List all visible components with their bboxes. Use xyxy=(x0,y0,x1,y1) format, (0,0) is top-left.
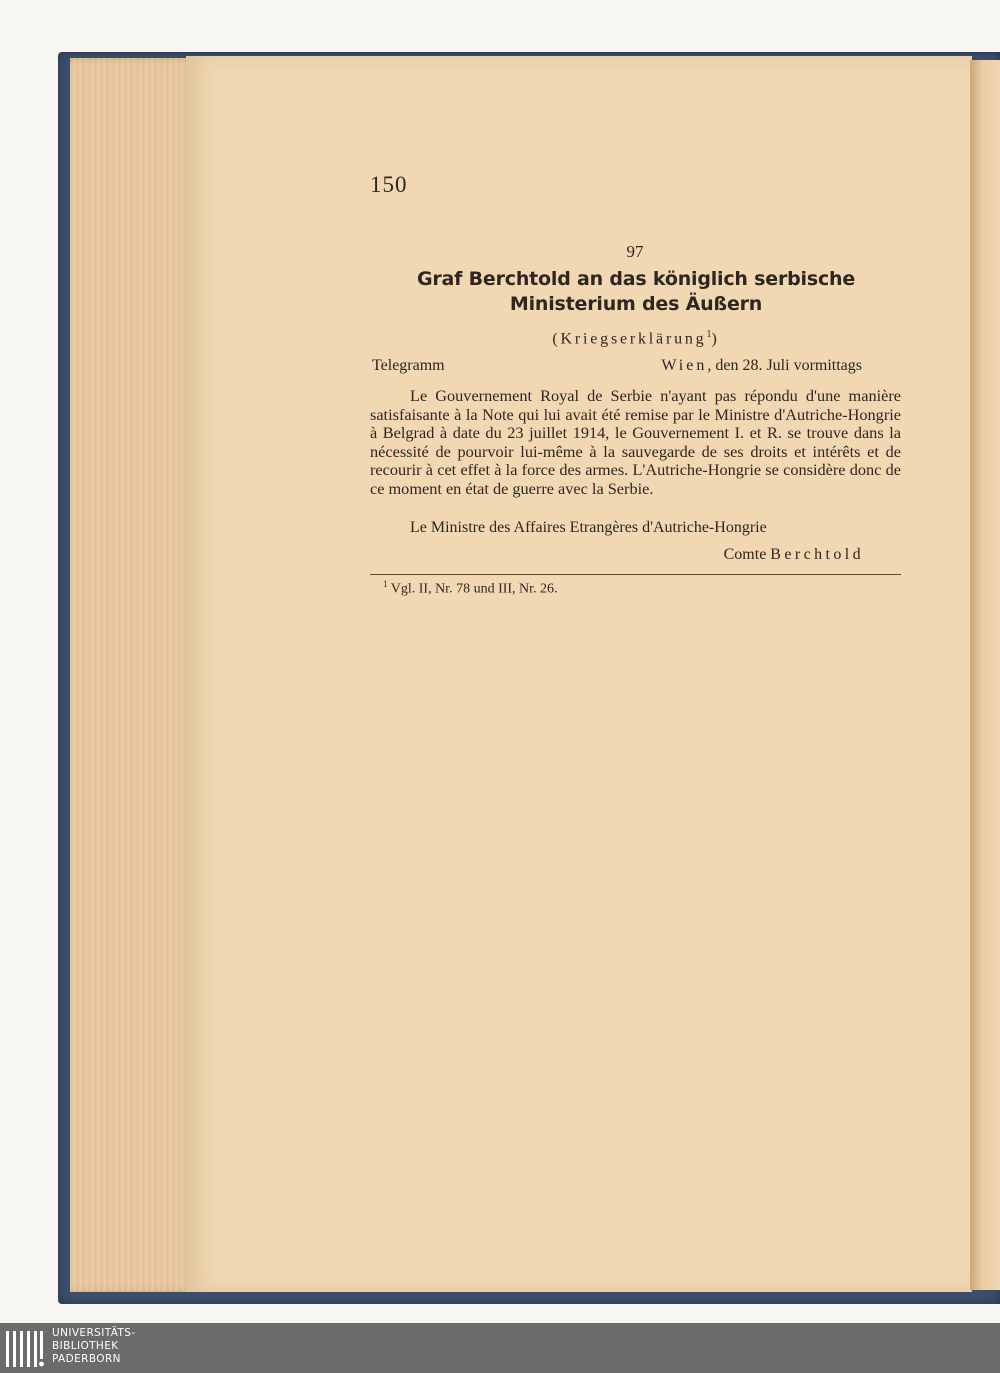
body-paragraph: Le Gouvernement Royal de Serbie n'ayant pas répondu d'une manière satisfaisante à la Note qui lui avait été remise par le Ministre d'Autriche-Hongrie à Belgrad à date du 23 juillet 1914, le Gouvernement I. et R. se trouve dans la nécessité de pourvoir lui-même à la sauvegarde de ses droits et intérêts et de recourir à cet effet à la force des armes. L'Autriche-Hongrie se considère donc de ce moment en état de guerre avec la Serbie. xyxy=(370,386,901,498)
document-type: Telegramm xyxy=(372,357,445,374)
signature-title: Le Ministre des Affaires Etrangères d'Autriche-Hongrie xyxy=(410,519,767,536)
document-title: Graf Berchtold an das königlich serbische Ministerium des Äußern xyxy=(416,268,856,315)
signature-prefix: Comte xyxy=(723,546,767,563)
subtitle-footnote-mark: 1 xyxy=(706,329,712,340)
library-logo-icon xyxy=(6,1331,46,1367)
place-date xyxy=(661,357,862,375)
signature xyxy=(724,546,864,564)
page-number: 150 xyxy=(370,172,408,197)
footnote-divider xyxy=(370,574,901,575)
signature-name: Berchtold xyxy=(770,546,864,563)
place: Wien xyxy=(661,357,708,374)
library-name-line2: BIBLIOTHEK xyxy=(52,1340,119,1352)
document-subtitle: (Kriegserklärung$^1$) xyxy=(552,329,720,348)
library-name-line3: PADERBORN xyxy=(52,1353,121,1365)
library-footer xyxy=(0,1323,1000,1373)
date: , den 28. Juli vormittags xyxy=(707,357,862,374)
footnote-mark: 1 xyxy=(383,579,388,589)
subtitle-text: Kriegserklärung xyxy=(560,330,707,348)
library-name xyxy=(52,1327,136,1366)
document-number: 97 xyxy=(626,242,644,261)
library-name-line1: UNIVERSITÄTS- xyxy=(52,1327,136,1339)
footnote xyxy=(383,579,558,598)
footnote-text: Vgl. II, Nr. 78 und III, Nr. 26. xyxy=(390,581,558,597)
